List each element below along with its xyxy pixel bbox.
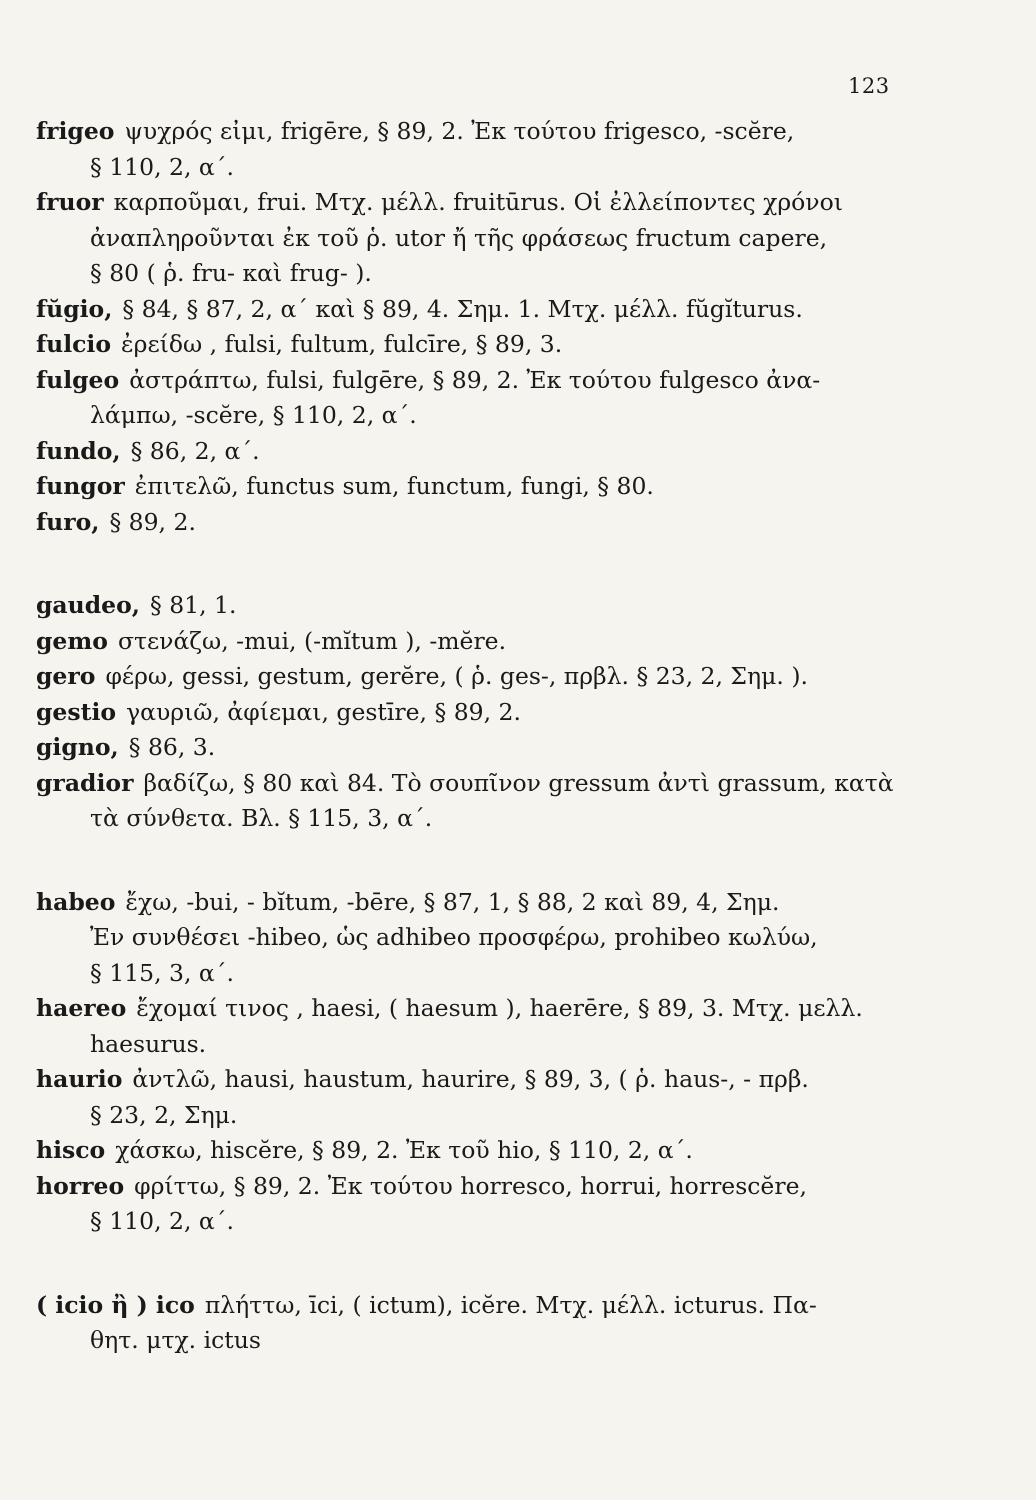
headword: frigeo <box>36 117 115 145</box>
headword: haereo <box>36 994 127 1022</box>
definition: καρποῦμαι, frui. Μτχ. μέλλ. fruitūrus. Οἱ ἐλλείποντες χρόνοι <box>113 188 843 216</box>
entry-horreo <box>36 1169 896 1240</box>
definition: § 84, § 87, 2, α΄ καὶ § 89, 4. Σημ. 1. Μτχ. μέλλ. fŭgĭturus. <box>122 294 803 323</box>
continuation-line: ἀναπληροῦνται ἐκ τοῦ ῥ. utor ἤ τῆς φράσεως fructum capere, <box>90 223 828 252</box>
headword: hisco <box>36 1136 106 1164</box>
definition: ἐπιτελῶ, functus sum, functum, fungi, § 80. <box>134 472 654 500</box>
continuation-line: § 115, 3, α΄. <box>90 958 234 987</box>
headword: haurio <box>36 1065 123 1093</box>
entry-haereo <box>36 991 896 1062</box>
continuation-line: Ἐν συνθέσει -hibeo, ὡς adhibeo προσφέρω, prohibeo κωλύω, <box>90 923 818 951</box>
entry-gigno <box>36 730 896 766</box>
definition: ἀστράπτω, fulsi, fulgēre, § 89, 2. Ἐκ τούτου fulgesco ἀνα- <box>129 365 821 394</box>
section-gap <box>36 540 896 588</box>
headword: fundo, <box>36 436 121 465</box>
entry-gemo <box>36 624 896 660</box>
entry-hisco <box>36 1133 896 1169</box>
entry-gradior <box>36 766 896 837</box>
page-number: 123 <box>848 74 890 98</box>
entry-fungor <box>36 469 896 505</box>
continuation-line: § 80 ( ῥ. fru- καὶ frug- ). <box>90 259 372 287</box>
continuation-line: § 23, 2, Σημ. <box>90 1100 238 1129</box>
headword: furo, <box>36 507 100 536</box>
section-gap <box>36 1240 896 1288</box>
continuation-line: § 110, 2, α΄. <box>90 1207 234 1235</box>
section-gap <box>36 837 896 885</box>
headword: gero <box>36 662 96 690</box>
definition: πλήττω, īci, ( ictum), icĕre. Μτχ. μέλλ. icturus. Πα- <box>204 1290 817 1319</box>
definition: φρίττω, § 89, 2. Ἐκ τούτου horresco, horrui, horrescĕre, <box>134 1171 807 1200</box>
entry-fulgeo <box>36 363 896 434</box>
continuation-line: τὰ σύνθετα. Βλ. § 115, 3, α΄. <box>90 804 433 832</box>
headword: gaudeo, <box>36 591 140 619</box>
definition: στενάζω, -mui, (-mĭtum ), -mĕre. <box>117 626 507 655</box>
headword: gigno, <box>36 733 119 761</box>
headword: horreo <box>36 1171 125 1200</box>
continuation-line: θητ. μτχ. ictus <box>90 1326 261 1354</box>
headword: ( icio ἢ ) ico <box>36 1290 195 1319</box>
entry-fruor <box>36 185 896 292</box>
definition: ἔχω, -bui, - bĭtum, -bēre, § 87, 1, § 88, 2 καὶ 89, 4, Σημ. <box>125 887 780 916</box>
definition: § 81, 1. <box>149 591 237 619</box>
headword: fŭgio, <box>36 294 113 323</box>
continuation-line: λάμπω, -scĕre, § 110, 2, α΄. <box>90 401 417 429</box>
continuation-line: § 110, 2, α΄. <box>90 152 234 181</box>
definition: φέρω, gessi, gestum, gerĕre, ( ῥ. ges-, πρβλ. § 23, 2, Σημ. ). <box>105 662 808 690</box>
entry-fulcio <box>36 327 896 363</box>
headword: gemo <box>36 626 108 655</box>
headword: habeo <box>36 887 116 916</box>
headword: fulgeo <box>36 365 120 394</box>
definition: γαυριῶ, ἀφίεμαι, gestīre, § 89, 2. <box>126 697 521 726</box>
definition: χάσκω, hiscĕre, § 89, 2. Ἐκ τοῦ hio, § 110, 2, α΄. <box>115 1136 693 1164</box>
definition: ἀντλῶ, hausi, haustum, haurire, § 89, 3, ( ῥ. haus-, - πρβ. <box>132 1065 809 1093</box>
definition: ἔχομαί τινος , haesi, ( haesum ), haerēre, § 89, 3. Μτχ. μελλ. <box>136 994 863 1022</box>
definition: βαδίζω, § 80 καὶ 84. Τὸ σουπῖνον gressum ἀντὶ grassum, κατὰ <box>143 768 894 797</box>
entry-furo <box>36 505 896 541</box>
dictionary-page-body <box>36 114 896 1359</box>
headword: fungor <box>36 472 125 500</box>
entry-frigeo <box>36 114 896 185</box>
entry-fundo <box>36 434 896 470</box>
headword: gradior <box>36 768 134 797</box>
entry-habeo <box>36 885 896 992</box>
entry-gaudeo <box>36 588 896 624</box>
definition: ψυχρός εἰμι, frigēre, § 89, 2. Ἐκ τούτου frigesco, -scĕre, <box>124 117 795 145</box>
entry-gero <box>36 659 896 695</box>
headword: fulcio <box>36 330 112 358</box>
definition: § 86, 2, α΄. <box>130 436 260 465</box>
definition: § 86, 3. <box>128 733 216 761</box>
entry-icio <box>36 1288 896 1359</box>
entry-gestio <box>36 695 896 731</box>
headword: gestio <box>36 697 117 726</box>
definition: ἐρείδω , fulsi, fultum, fulcīre, § 89, 3. <box>121 330 563 358</box>
continuation-line: haesurus. <box>90 1029 207 1058</box>
entry-haurio <box>36 1062 896 1133</box>
definition: § 89, 2. <box>109 507 196 536</box>
entry-fugio <box>36 292 896 328</box>
headword: fruor <box>36 188 104 216</box>
